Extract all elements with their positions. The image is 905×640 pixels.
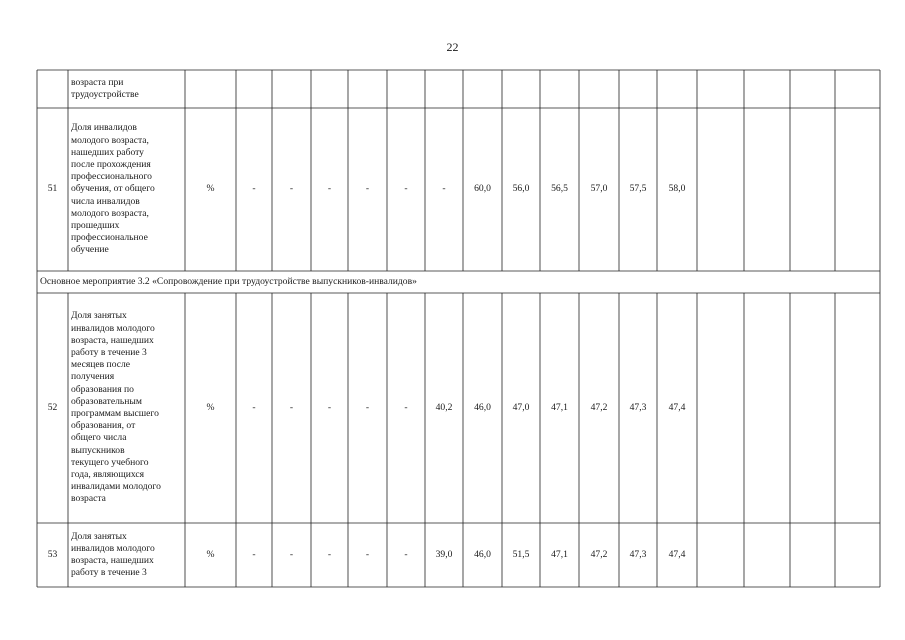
row-number: 53 xyxy=(47,548,58,560)
indicator-name-line: образовательным xyxy=(71,395,142,407)
indicator-name-line: работу в течение 3 xyxy=(71,567,147,579)
indicator-name-line: выпускников xyxy=(71,444,125,456)
indicator-name-line: инвалидами молодого xyxy=(71,481,161,493)
value-cell: 47,2 xyxy=(590,401,608,413)
indicator-name-line: работу в течение 3 xyxy=(71,347,147,358)
value-cell: 56,0 xyxy=(512,183,530,195)
value-cell: - xyxy=(404,548,408,560)
page-number: 22 xyxy=(446,40,459,54)
indicator-name-line: нашедших работу xyxy=(71,146,144,158)
value-cell: 47,4 xyxy=(668,548,686,560)
value-cell: 47,1 xyxy=(551,548,568,560)
indicator-name-line: прошедших xyxy=(71,220,120,231)
indicator-name-line: после прохождения xyxy=(71,159,151,170)
row-number: 52 xyxy=(47,401,58,413)
value-cell: - xyxy=(327,401,332,413)
value-cell: 60,0 xyxy=(474,183,491,195)
indicator-name-line: Доля инвалидов xyxy=(71,122,137,134)
value-cell: 47,1 xyxy=(551,401,568,413)
value-cell: 47,0 xyxy=(512,401,530,413)
value-cell: - xyxy=(252,183,256,195)
unit-cell: % xyxy=(206,401,215,413)
indicator-name-line: возраста, нашедших xyxy=(71,555,154,566)
section-title: Основное мероприятие 3.2 «Сопровождение при трудоустройстве выпускников-инвалидов» xyxy=(40,275,417,287)
value-cell: - xyxy=(289,401,294,413)
value-cell: 47,2 xyxy=(590,548,608,560)
indicator-name-line: образования, от xyxy=(71,420,136,432)
value-cell: - xyxy=(289,548,294,560)
value-cell: - xyxy=(327,548,332,560)
indicator-name-line: обучение xyxy=(71,244,109,256)
value-cell: 39,0 xyxy=(435,548,453,560)
value-cell: - xyxy=(289,183,294,195)
value-cell: 47,3 xyxy=(629,548,647,560)
indicator-name-line: Доля занятых xyxy=(71,310,127,322)
value-cell: 46,0 xyxy=(474,548,491,560)
indicator-name-line: инвалидов молодого xyxy=(71,542,155,554)
value-cell: - xyxy=(365,183,370,195)
indicator-name-line: получения xyxy=(71,371,115,383)
indicator-name-line: возраста при xyxy=(71,76,124,88)
value-cell: - xyxy=(404,183,408,195)
indicator-name-line: возраста xyxy=(71,493,106,505)
indicator-name-line: Доля занятых xyxy=(71,530,127,542)
value-cell: 56,5 xyxy=(551,183,568,195)
value-cell: - xyxy=(252,401,256,413)
value-cell: 40,2 xyxy=(435,401,453,413)
value-cell: 51,5 xyxy=(512,548,530,560)
indicator-name-line: молодого возраста, xyxy=(71,134,149,146)
indicator-name-line: года, являющихся xyxy=(71,469,145,480)
value-cell: - xyxy=(404,401,408,413)
indicator-name-line: молодого возраста, xyxy=(71,207,149,219)
unit-cell: % xyxy=(206,183,215,195)
value-cell: 47,3 xyxy=(629,401,647,413)
indicator-name-line: профессионального xyxy=(71,171,152,183)
value-cell: - xyxy=(252,548,256,560)
value-cell: 46,0 xyxy=(474,401,491,413)
value-cell: - xyxy=(365,401,370,413)
value-cell: 57,0 xyxy=(590,183,608,195)
value-cell: 57,5 xyxy=(629,183,647,195)
indicator-name-line: образования по xyxy=(71,383,134,395)
value-cell: - xyxy=(327,183,332,195)
unit-cell: % xyxy=(206,548,215,560)
indicator-name-line: профессиональное xyxy=(71,232,148,244)
indicator-name-line: трудоустройстве xyxy=(71,89,139,100)
indicator-name-line: общего числа xyxy=(71,432,127,444)
indicator-name-line: программам высшего xyxy=(71,408,159,419)
indicator-name-line: числа инвалидов xyxy=(71,195,140,207)
value-cell: 58,0 xyxy=(668,183,686,195)
value-cell: - xyxy=(365,548,370,560)
row-number: 51 xyxy=(47,183,58,195)
indicator-name-line: возраста, нашедших xyxy=(71,334,154,346)
value-cell: - xyxy=(442,183,446,195)
indicator-name-line: текущего учебного xyxy=(71,456,149,468)
indicator-name-line: месяцев после xyxy=(71,359,131,371)
indicator-name-line: инвалидов молодого xyxy=(71,322,155,334)
value-cell: 47,4 xyxy=(668,401,686,413)
indicator-name-line: обучения, от общего xyxy=(71,183,155,195)
